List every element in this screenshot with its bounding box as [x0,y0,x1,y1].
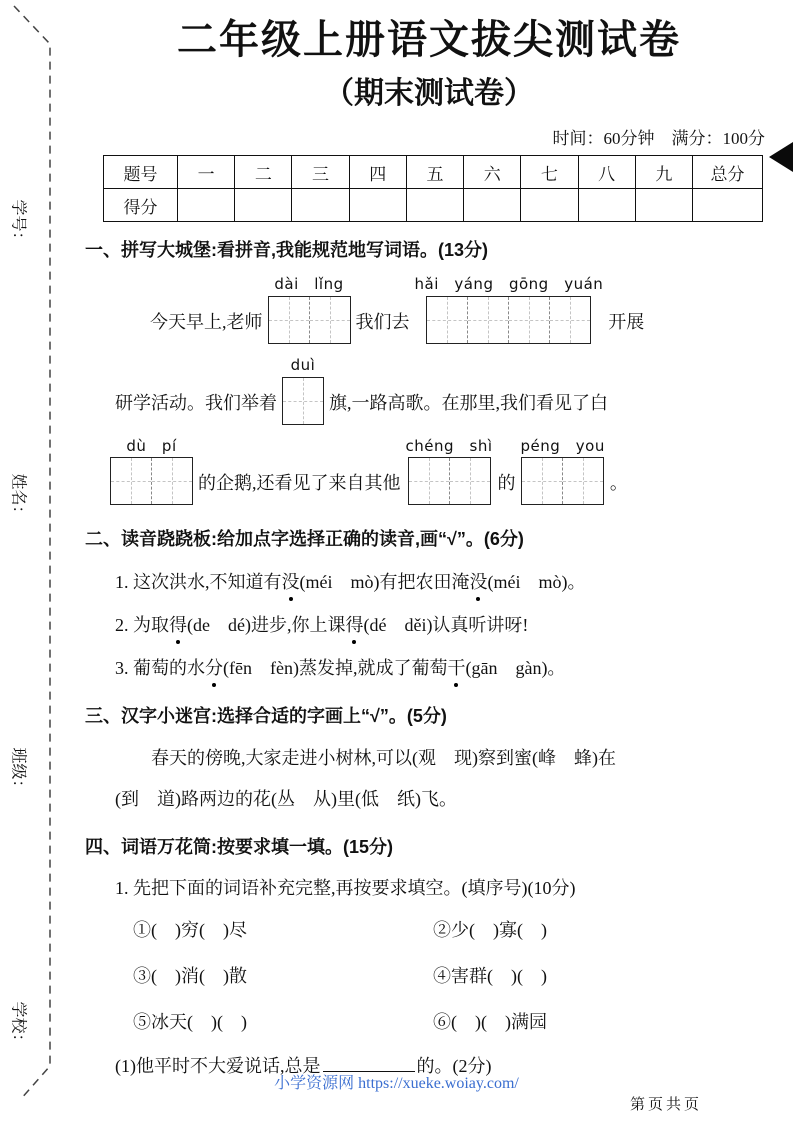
sentence-part: (méi mò)。 [487,571,586,592]
pinyin-writing-boxes [521,437,605,506]
sentence-part: (fēn fèn)蒸发掉,就成了葡萄 [223,657,448,678]
dotted-char: 得 [345,612,363,639]
score-table-header-cell: 六 [464,156,521,189]
writing-cell [283,378,323,424]
sentence-part: (gān gàn)。 [465,657,566,678]
score-table-header-row [104,156,763,189]
pronunciation-item-3 [115,655,773,682]
writing-cell [449,458,490,504]
sentence-text: 研学活动。我们举着 [115,392,277,413]
score-table-header-cell: 二 [235,156,292,189]
pinyin-label: péng you [520,436,605,455]
idiom-item: ⑥( )( )满园 [433,1012,547,1032]
score-table-header-cell: 九 [635,156,692,189]
dotted-char: 分 [205,655,223,682]
sentence-text: 。 [609,473,628,494]
score-blank-cell [235,189,292,222]
section1-line2 [115,356,773,425]
section3-line1: 春天的傍晚,大家走进小树林,可以(观 现)察到蜜(峰 蜂)在 [151,747,616,768]
sentence-text: 的 [497,473,516,494]
score-table [103,155,763,222]
section1-line1 [150,275,773,344]
score-blank-cell [578,189,635,222]
section4-heading: 四、词语万花筒:按要求填一填。(15分) [85,836,394,857]
writing-cells [282,377,324,425]
writing-cell [427,297,467,343]
sentence-part: (1)他平时不大爱说话,总是 [115,1056,321,1076]
writing-cells [521,457,604,505]
section3-line2: (到 道)路两边的花(丛 从)里(低 纸)飞。 [115,788,457,809]
page-title: 二年级上册语文拔尖测试卷 [177,18,681,62]
score-table-header-cell: 四 [349,156,406,189]
writing-cell [562,458,603,504]
pinyin-writing-boxes [406,437,493,506]
pinyin-label: chéng shì [405,436,493,455]
writing-cell [508,297,549,343]
dotted-char: 没 [282,569,300,596]
pronunciation-item-1 [115,569,773,596]
sentence-part: (méi mò)有把农田淹 [299,571,470,592]
pronunciation-item-2 [115,612,773,639]
writing-cell [409,458,449,504]
section1-line3 [105,437,773,506]
writing-cells [268,296,351,344]
margin-label-student-no: 学号： [9,199,27,248]
sentence-part: 3. 葡萄的水 [115,657,205,678]
writing-cells [408,457,491,505]
margin-label-class: 班级： [9,747,27,796]
score-blank-cell [406,189,463,222]
page-subtitle: （期末测试卷） [324,77,534,110]
score-table-header-cell: 总分 [693,156,763,189]
writing-cells [426,296,591,344]
score-row-label: 得分 [104,189,178,222]
sentence-part: (dé děi)认真听讲呀! [363,614,529,635]
pinyin-writing-boxes [415,275,604,344]
writing-cell [111,458,151,504]
sentence-part: 的。(2分) [416,1056,492,1076]
section2-heading: 二、读音跷跷板:给加点字选择正确的读音,画“√”。(6分) [85,529,524,550]
footer-site-link[interactable]: 小学资源网 https://xueke.woiay.com/ [274,1075,519,1092]
score-table-header-cell: 一 [178,156,235,189]
section1-heading: 一、拼写大城堡:看拼音,我能规范地写词语。(13分) [85,240,489,260]
score-table-header-cell: 五 [406,156,463,189]
score-table-header-cell: 三 [292,156,349,189]
footer-page-number: 第页共页 [630,1097,703,1113]
sentence-text: 我们去 [355,311,410,332]
pinyin-writing-boxes [268,275,351,344]
pinyin-label: dù pí [126,436,177,455]
dotted-char: 得 [169,612,187,639]
writing-cell [269,297,309,343]
writing-cell [522,458,562,504]
writing-cell [467,297,508,343]
score-blank-cell [693,189,763,222]
time-limit-info: 时间：60分钟 满分：100分 [552,129,765,148]
sentence-part: 2. 为取 [115,614,169,635]
pinyin-writing-boxes [110,437,193,506]
score-blank-cell [349,189,406,222]
score-blank-cell [292,189,349,222]
score-blank-cell [635,189,692,222]
score-blank-cell [521,189,578,222]
sentence-part: (de dé)进步,你上课 [187,614,346,635]
margin-label-school: 学校： [9,1001,27,1050]
sentence-part: 1. 这次洪水,不知道有 [115,571,282,592]
score-table-score-row [104,189,763,222]
score-blank-cell [464,189,521,222]
writing-cell [151,458,192,504]
score-table-header-cell: 题号 [104,156,178,189]
pinyin-label: hǎi yáng gōng yuán [414,275,604,294]
score-blank-cell [178,189,235,222]
idiom-item: ①( )穷( )尽 [133,920,247,940]
idiom-item: ⑤冰天( )( ) [133,1012,247,1032]
sentence-text: 今天早上,老师 [150,311,263,332]
pinyin-writing-boxes [282,356,324,425]
score-table-header-cell: 七 [521,156,578,189]
sentence-text: 旗,一路高歌。在那里,我们看见了白 [329,392,608,413]
writing-cells [110,457,193,505]
sentence-text: 开展 [608,311,645,332]
writing-cell [549,297,590,343]
section4-subquestion: 1. 先把下面的词语补充完整,再按要求填空。(填序号)(10分) [115,878,576,898]
dotted-char: 干 [447,655,465,682]
writing-cell [309,297,350,343]
pinyin-label: duì [290,355,316,374]
binding-dashed-line [0,0,70,1122]
dotted-char: 没 [469,569,487,596]
score-table-header-cell: 八 [578,156,635,189]
sentence-text: 的企鹅,还看见了来自其他 [198,473,401,494]
section3-heading: 三、汉字小迷宫:选择合适的字画上“√”。(5分) [85,705,447,726]
idiom-fill-grid [133,916,773,1034]
idiom-item: ③( )消( )散 [133,966,247,986]
idiom-item: ②少( )寡( ) [433,920,547,940]
pinyin-label: dài lǐng [274,275,344,294]
margin-label-name: 姓名： [9,473,27,522]
idiom-item: ④害群( )( ) [433,966,547,986]
main-content [70,0,793,1078]
